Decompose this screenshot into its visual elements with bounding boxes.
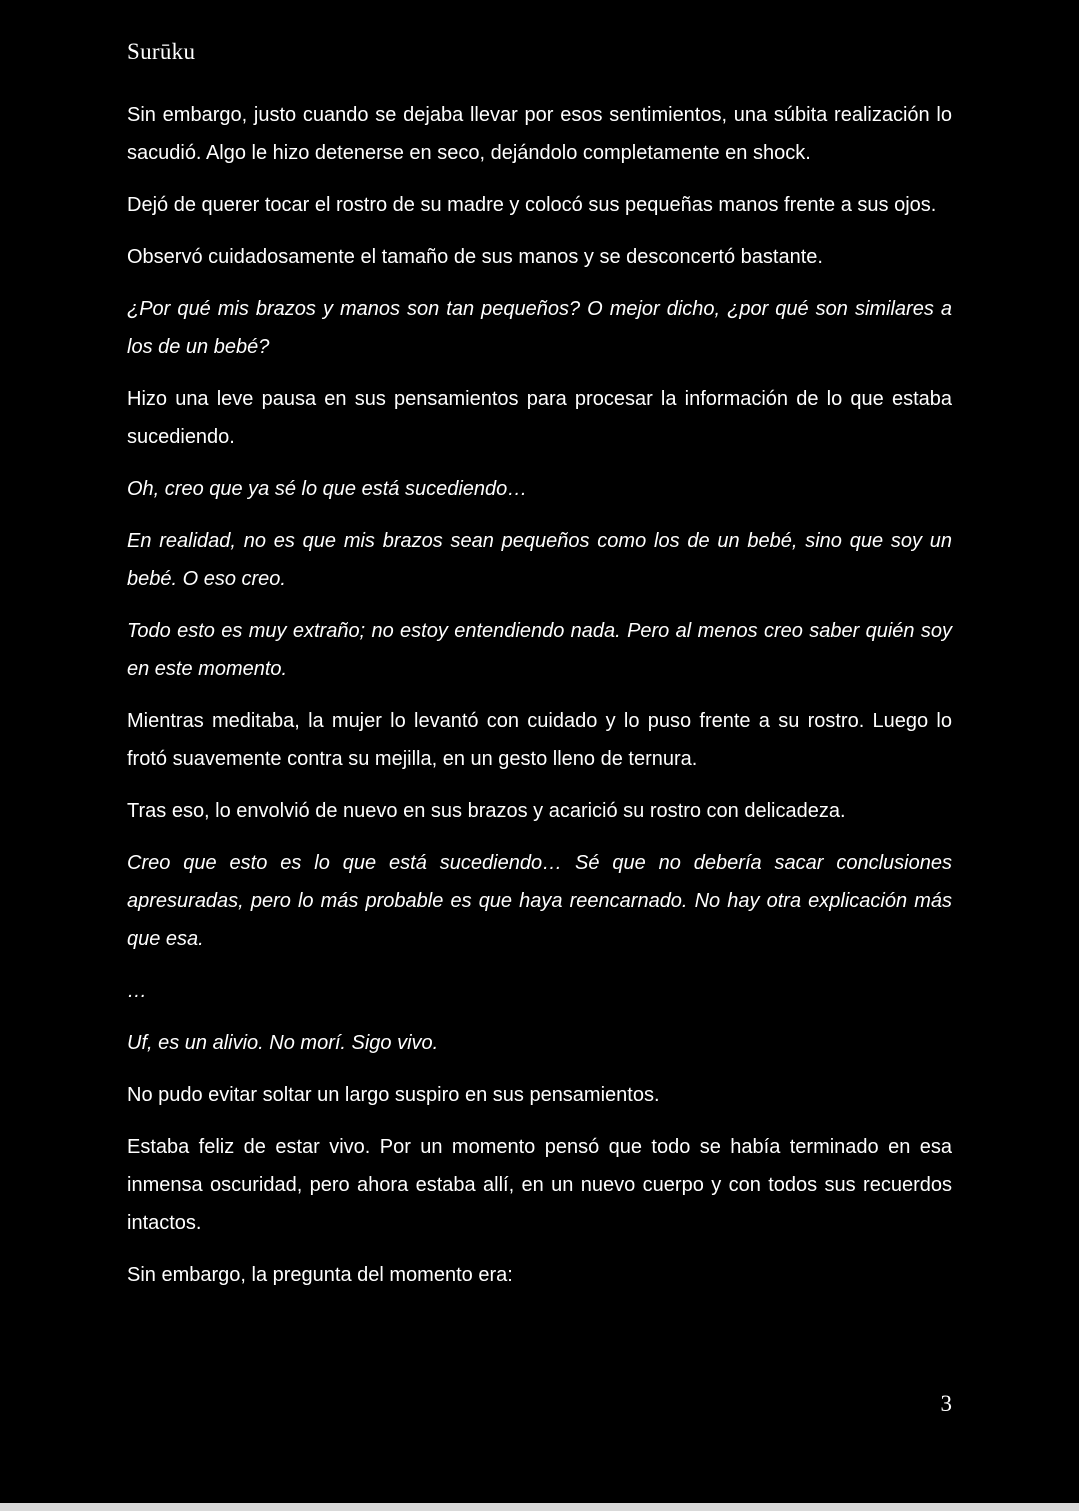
- thought-paragraph: En realidad, no es que mis brazos sean pequeños como los de un bebé, sino que soy un bebé. O eso creo.: [127, 530, 952, 590]
- running-header: Surūku: [127, 39, 196, 64]
- thought-paragraph: Creo que esto es lo que está sucediendo… Sé que no debería sacar conclusiones apresuradas, pero lo más probable es que haya reencarnado. No hay otra explicación más que esa.: [127, 852, 952, 950]
- body-text: [127, 96, 952, 1308]
- paragraph: Hizo una leve pausa en sus pensamientos para procesar la información de lo que estaba sucediendo.: [127, 388, 952, 448]
- paragraph: Observó cuidadosamente el tamaño de sus manos y se desconcertó bastante.: [127, 246, 823, 268]
- ellipsis-paragraph: …: [127, 980, 147, 1002]
- thought-paragraph: Uf, es un alivio. No morí. Sigo vivo.: [127, 1032, 439, 1054]
- page-number: 3: [940, 1391, 952, 1416]
- paragraph: Sin embargo, la pregunta del momento era:: [127, 1264, 513, 1286]
- paragraph: No pudo evitar soltar un largo suspiro en sus pensamientos.: [127, 1084, 660, 1106]
- paragraph: Sin embargo, justo cuando se dejaba llevar por esos sentimientos, una súbita realización lo sacudió. Algo le hizo detenerse en seco, dejándolo completamente en shock.: [127, 104, 952, 164]
- paragraph: Estaba feliz de estar vivo. Por un momento pensó que todo se había terminado en esa inmensa oscuridad, pero ahora estaba allí, en un nuevo cuerpo y con todos sus recuerdos intactos.: [127, 1136, 952, 1234]
- paragraph: Mientras meditaba, la mujer lo levantó con cuidado y lo puso frente a su rostro. Luego lo frotó suavemente contra su mejilla, en un gesto lleno de ternura.: [127, 710, 952, 770]
- paragraph: Dejó de querer tocar el rostro de su madre y colocó sus pequeñas manos frente a sus ojos.: [127, 194, 937, 216]
- thought-paragraph: Todo esto es muy extraño; no estoy entendiendo nada. Pero al menos creo saber quién soy en este momento.: [127, 620, 952, 680]
- thought-paragraph: ¿Por qué mis brazos y manos son tan pequeños? O mejor dicho, ¿por qué son similares a los de un bebé?: [127, 298, 952, 358]
- thought-paragraph: Oh, creo que ya sé lo que está sucediendo…: [127, 478, 528, 500]
- paragraph: Tras eso, lo envolvió de nuevo en sus brazos y acarició su rostro con delicadeza.: [127, 800, 846, 822]
- page-bottom-edge: [0, 1503, 1079, 1511]
